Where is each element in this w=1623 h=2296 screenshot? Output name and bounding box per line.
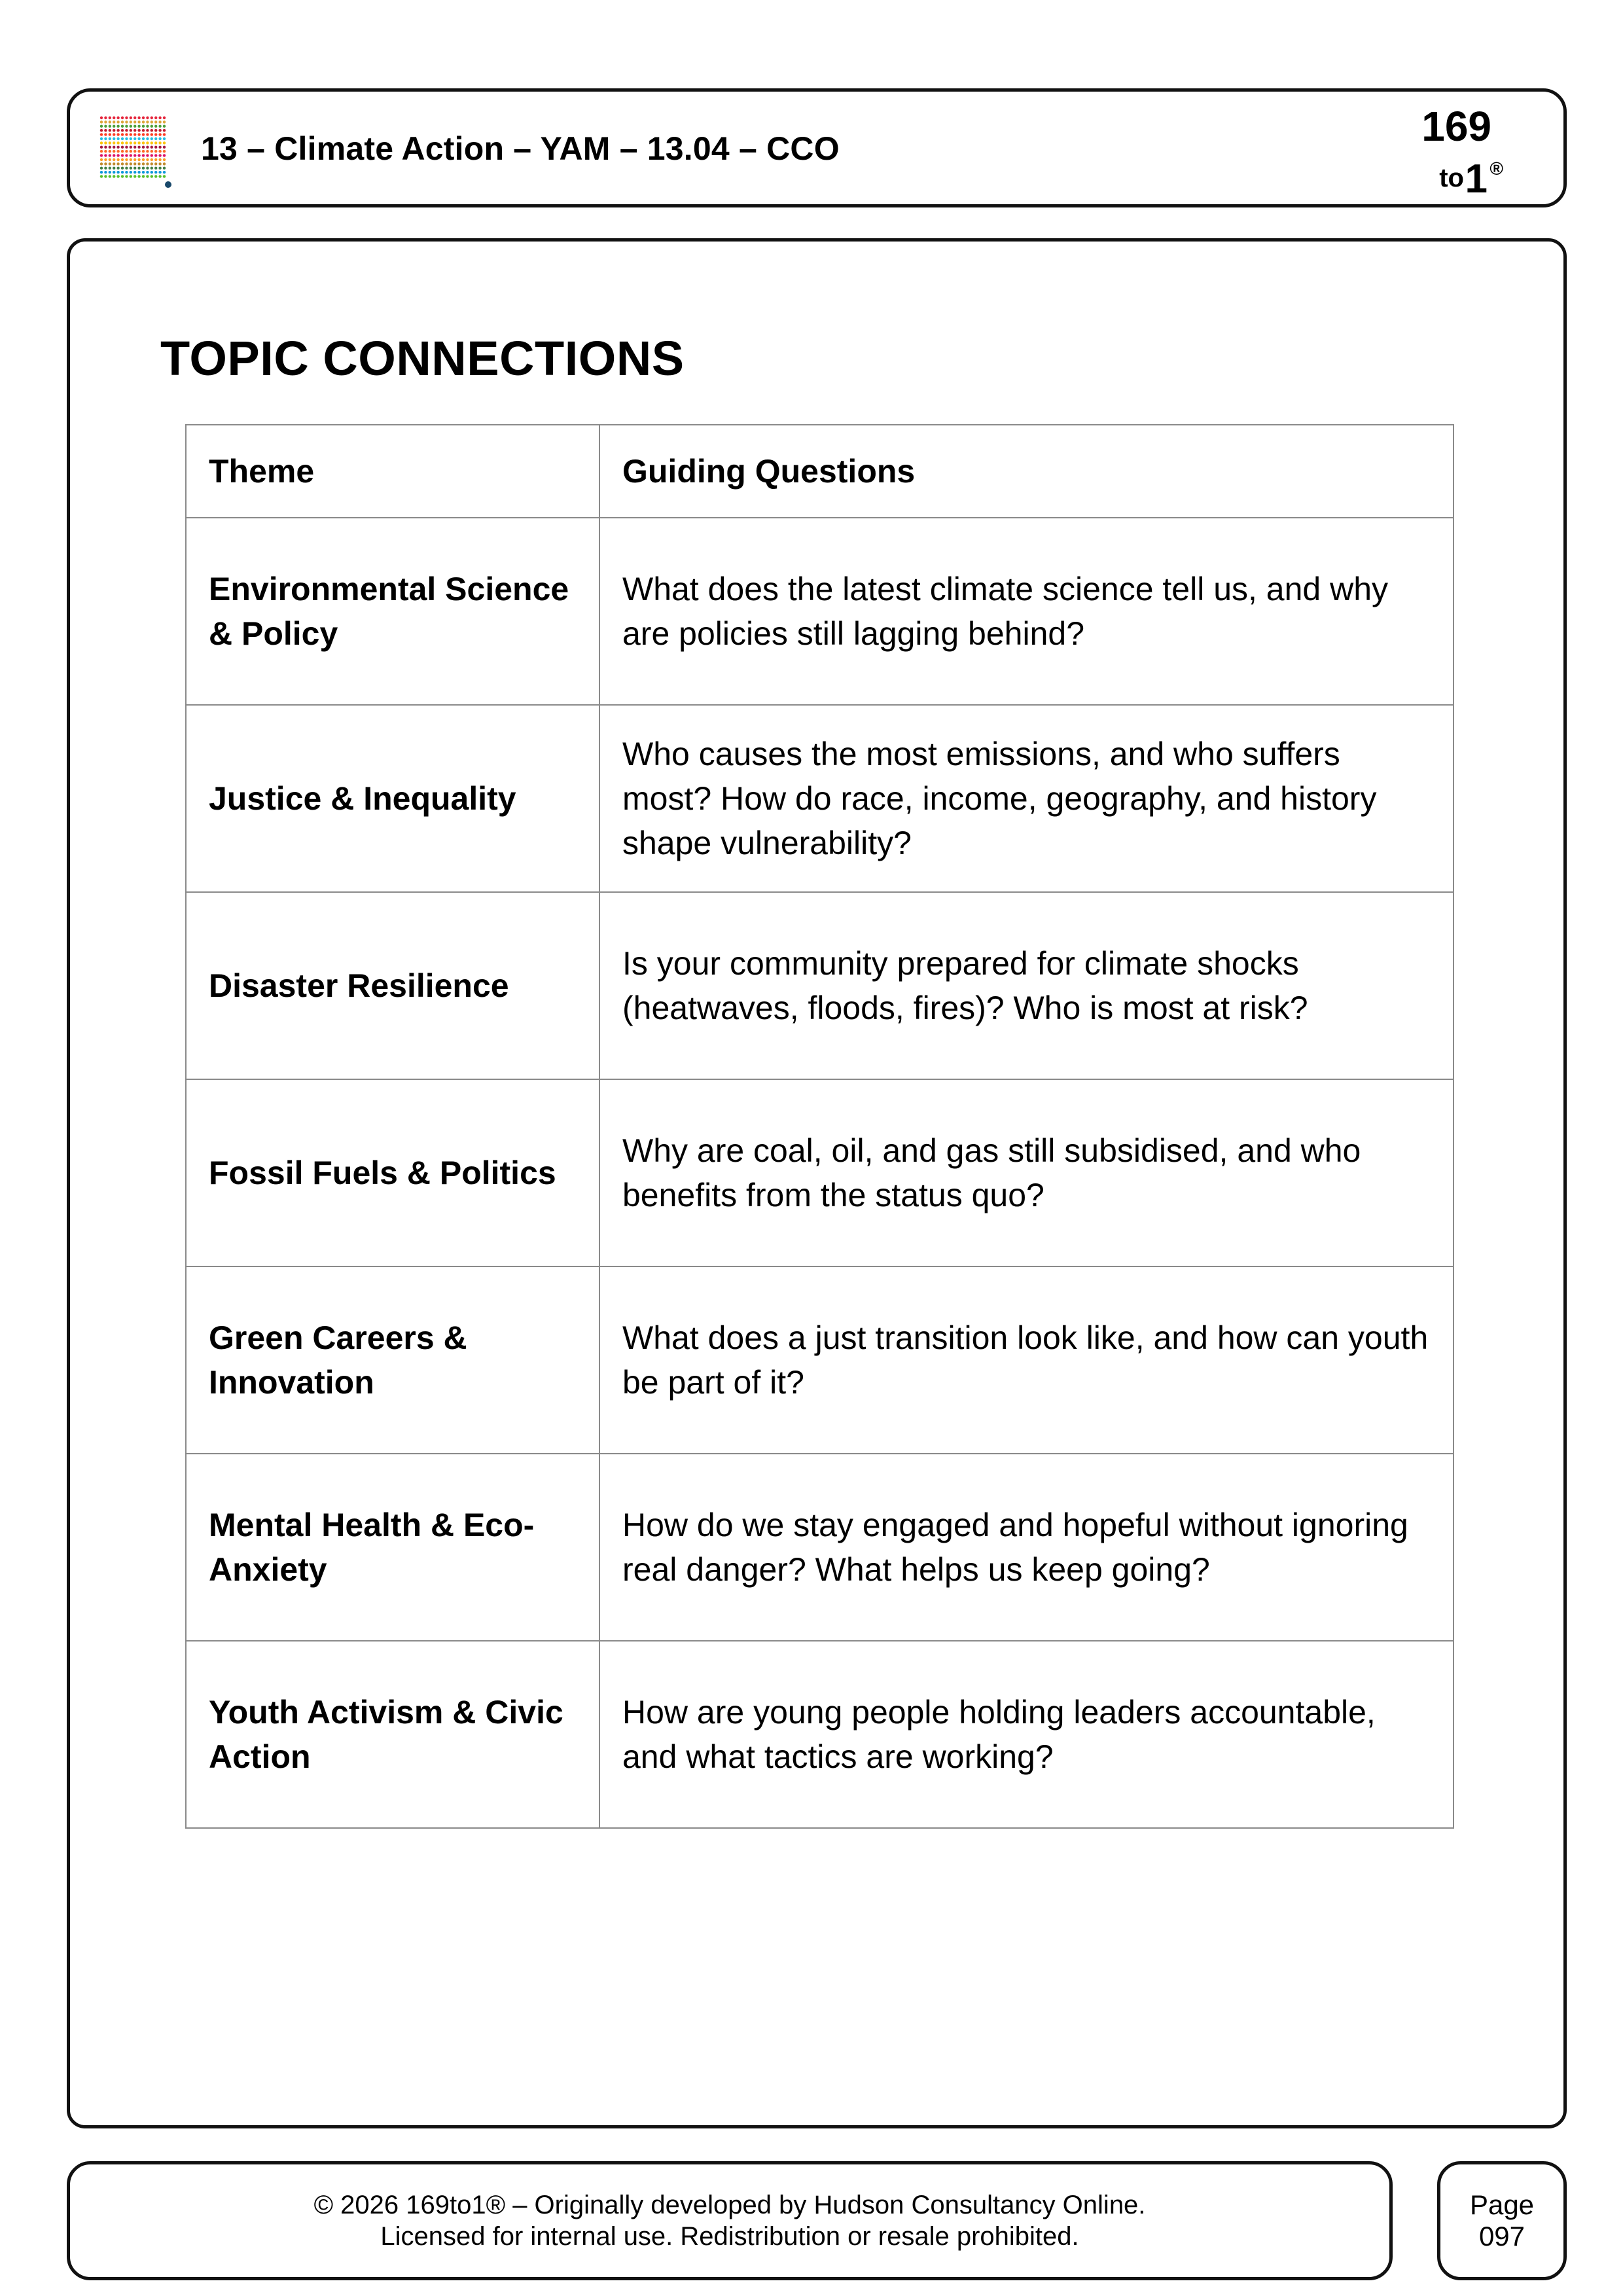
column-header-theme: Theme bbox=[186, 425, 599, 518]
dot-grid-logo-icon bbox=[99, 115, 172, 188]
brand-registered: ® bbox=[1489, 158, 1503, 179]
theme-cell: Justice & Inequality bbox=[186, 705, 599, 892]
question-cell: Who causes the most emissions, and who suffers most? How do race, income, geography, and history shape vulnerability? bbox=[599, 705, 1454, 892]
header-title: 13 – Climate Action – YAM – 13.04 – CCO bbox=[201, 130, 840, 167]
copyright-line: © 2026 169to1® – Originally developed by Hudson Consultancy Online. bbox=[313, 2191, 1146, 2219]
brand-one: 1 bbox=[1465, 156, 1488, 202]
theme-cell: Youth Activism & Civic Action bbox=[186, 1641, 599, 1828]
main-content bbox=[67, 238, 1567, 2128]
license-line: Licensed for internal use. Redistribution or resale prohibited. bbox=[380, 2222, 1079, 2251]
table-row bbox=[186, 705, 1454, 892]
page-footer bbox=[67, 2161, 1393, 2280]
section-title: TOPIC CONNECTIONS bbox=[160, 331, 685, 386]
theme-cell: Environmental Science & Policy bbox=[186, 518, 599, 705]
question-cell: What does the latest climate science tell us, and why are policies still lagging behind? bbox=[599, 518, 1454, 705]
question-cell: Why are coal, oil, and gas still subsidised, and who benefits from the status quo? bbox=[599, 1079, 1454, 1266]
table-row bbox=[186, 1454, 1454, 1641]
brand-number: 169 bbox=[1421, 103, 1491, 150]
table-row bbox=[186, 1266, 1454, 1454]
brand-mark bbox=[1387, 98, 1518, 203]
table-row bbox=[186, 518, 1454, 705]
page-label: Page bbox=[1469, 2189, 1535, 2220]
brand-to: to bbox=[1439, 164, 1464, 192]
theme-cell: Green Careers & Innovation bbox=[186, 1266, 599, 1454]
page-number-box bbox=[1437, 2161, 1567, 2280]
table-header-row bbox=[186, 425, 1454, 518]
table-row bbox=[186, 1641, 1454, 1828]
theme-cell: Disaster Resilience bbox=[186, 892, 599, 1079]
theme-cell: Mental Health & Eco-Anxiety bbox=[186, 1454, 599, 1641]
column-header-questions: Guiding Questions bbox=[599, 425, 1454, 518]
table-row bbox=[186, 1079, 1454, 1266]
question-cell: How do we stay engaged and hopeful without ignoring real danger? What helps us keep going? bbox=[599, 1454, 1454, 1641]
question-cell: How are young people holding leaders accountable, and what tactics are working? bbox=[599, 1641, 1454, 1828]
page-header bbox=[67, 88, 1567, 207]
table-row bbox=[186, 892, 1454, 1079]
page-number: 097 bbox=[1478, 2221, 1525, 2251]
question-cell: Is your community prepared for climate shocks (heatwaves, floods, fires)? Who is most at risk? bbox=[599, 892, 1454, 1079]
topic-table bbox=[185, 424, 1454, 1829]
theme-cell: Fossil Fuels & Politics bbox=[186, 1079, 599, 1266]
question-cell: What does a just transition look like, and how can youth be part of it? bbox=[599, 1266, 1454, 1454]
